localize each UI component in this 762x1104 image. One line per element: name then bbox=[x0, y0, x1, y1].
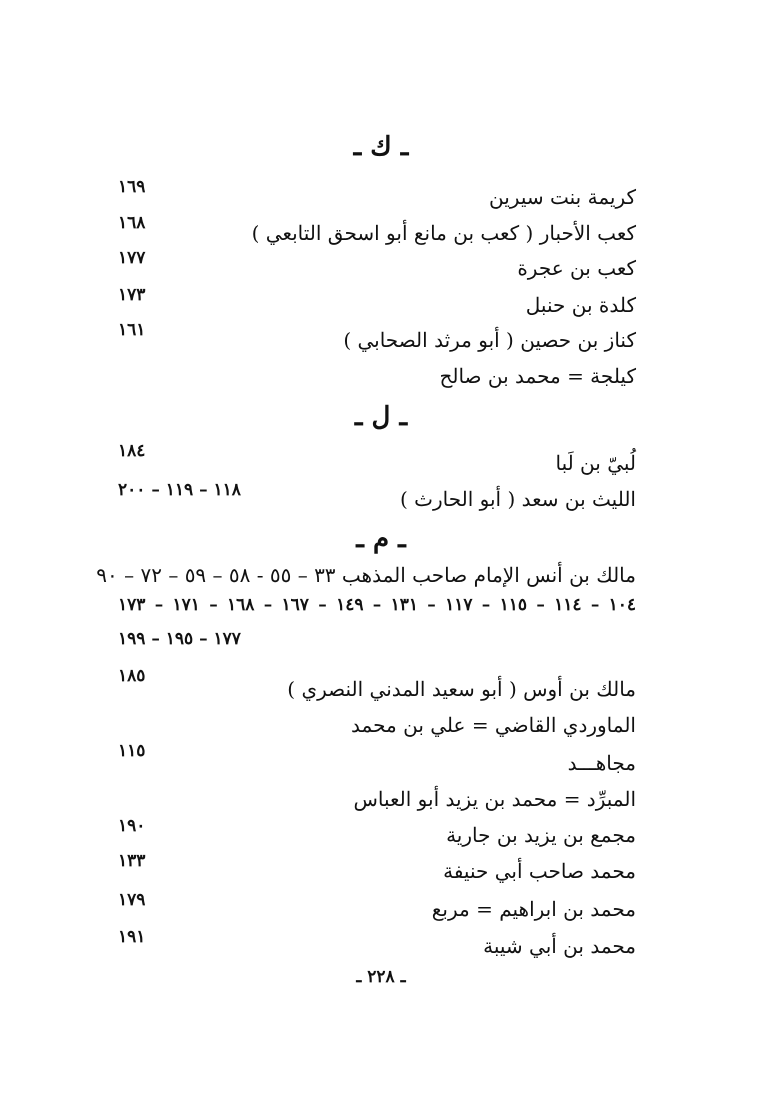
entry-name: كناز بن حصين ( أبو مرثد الصحابي ) bbox=[343, 328, 636, 352]
section-heading-mim: ـ م ـ bbox=[356, 524, 406, 554]
entry-pages: ١٦٩ bbox=[118, 177, 146, 197]
entry-name: كلدة بن حنبل bbox=[525, 293, 636, 317]
entry-pages-continued: ١٠٤ – ١١٤ – ١١٥ – ١١٧ – ١٣١ – ١٤٩ – ١٦٧ – ١٦٨ – ١٧١ – ١٧٣ bbox=[118, 595, 637, 615]
entry-name: كيلجة = محمد بن صالح bbox=[439, 364, 636, 388]
entry-name: كعب بن عجرة bbox=[517, 256, 636, 280]
entry-pages: ١٣٣ bbox=[118, 851, 146, 871]
entry-name: المبرِّد = محمد بن يزيد أبو العباس bbox=[353, 787, 636, 811]
entry-name: مالك بن أنس الإمام صاحب المذهب ٣٣ – ٥٥ - ٥٨ – ٥٩ – ٧٢ – ٩٠ bbox=[96, 563, 636, 587]
entry-name: مجمع بن يزيد بن جارية bbox=[446, 823, 636, 847]
entry-pages: ١٧٣ bbox=[118, 285, 146, 305]
entry-name: محمد صاحب أبي حنيفة bbox=[443, 859, 636, 883]
entry-name: الليث بن سعد ( أبو الحارث ) bbox=[400, 487, 636, 511]
entry-pages: ١٦٨ bbox=[118, 213, 146, 233]
entry-name: الماوردي القاضي = علي بن محمد bbox=[351, 713, 636, 737]
entry-name: لُبيّ بن لَبا bbox=[555, 451, 636, 475]
entry-pages: ١٨٤ bbox=[118, 441, 146, 461]
entry-pages: ١٩١ bbox=[118, 927, 146, 947]
entry-name: مالك بن أوس ( أبو سعيد المدني النصري ) bbox=[287, 677, 636, 701]
entry-name: كعب الأحبار ( كعب بن مانع أبو اسحق التابعي ) bbox=[251, 221, 636, 245]
entry-pages: ١٧٩ bbox=[118, 890, 146, 910]
entry-pages: ١١٥ bbox=[118, 741, 146, 761]
entry-pages: ١٩٠ bbox=[118, 816, 146, 836]
entry-pages: ١١٨ – ١١٩ – ٢٠٠ bbox=[118, 480, 241, 500]
entry-name: مجاهـــد bbox=[567, 751, 636, 775]
entry-pages: ١٦١ bbox=[118, 320, 146, 340]
entry-name: كريمة بنت سيرين bbox=[489, 185, 636, 209]
section-heading-kaf: ـ ك ـ bbox=[353, 132, 409, 162]
entry-pages-continued: ١٧٧ – ١٩٥ – ١٩٩ bbox=[118, 629, 241, 649]
entry-pages: ١٧٧ bbox=[118, 248, 146, 268]
entry-pages: ١٨٥ bbox=[118, 666, 146, 686]
entry-name: محمد بن ابراهيم = مربع bbox=[431, 897, 636, 921]
section-heading-lam: ـ ل ـ bbox=[354, 402, 408, 432]
entry-name: محمد بن أبي شيبة bbox=[483, 934, 636, 958]
page-number: ـ ٢٢٨ ـ bbox=[356, 967, 406, 987]
